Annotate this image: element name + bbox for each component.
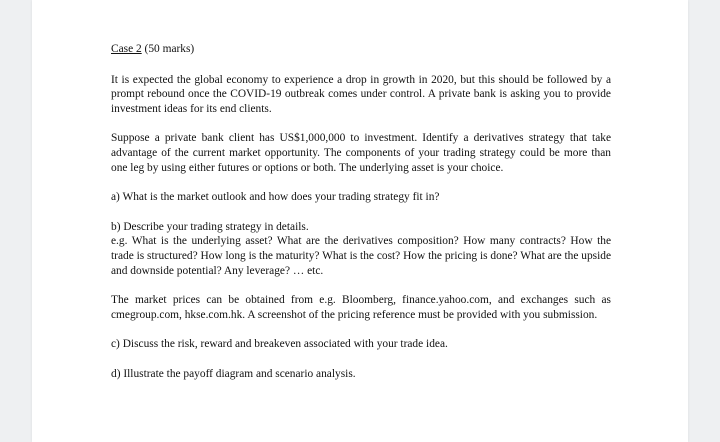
case-heading: [111, 42, 611, 57]
question-d: d) Illustrate the payoff diagram and scenario analysis.: [111, 367, 356, 380]
question-b-example: e.g. What is the underlying asset? What are the derivatives composition? How many contracts? How the trade is structured? How long is the maturity? What is the cost? How the pricing is done? What are the upside and downside potential? Any leverage? … etc.: [111, 235, 611, 277]
case-label: Case 2: [111, 43, 142, 55]
document-page: [32, 0, 688, 442]
task-paragraph: Suppose a private bank client has US$1,000,000 to investment. Identify a derivatives strategy that take advantage of the current market opportunity. The components of your trading strategy could be more than one leg by using either futures or options or both. The underlying asset is your choice.: [111, 132, 611, 174]
case-marks: (50 marks): [144, 43, 195, 55]
question-c: c) Discuss the risk, reward and breakeven associated with your trade idea.: [111, 338, 448, 351]
market-prices-paragraph: The market prices can be obtained from e.g. Bloomberg, finance.yahoo.com, and exchanges such as cmegroup.com, hkse.com.hk. A screenshot of the pricing reference must be provided with you submission.: [111, 294, 611, 321]
question-a: a) What is the market outlook and how does your trading strategy fit in?: [111, 191, 440, 204]
document-content: [111, 42, 611, 397]
intro-paragraph: It is expected the global economy to experience a drop in growth in 2020, but this should be followed by a prompt rebound once the COVID-19 outbreak comes under control. A private bank is asking you to provide investment ideas for its end clients.: [111, 73, 611, 115]
question-b: b) Describe your trading strategy in details.: [111, 220, 309, 233]
